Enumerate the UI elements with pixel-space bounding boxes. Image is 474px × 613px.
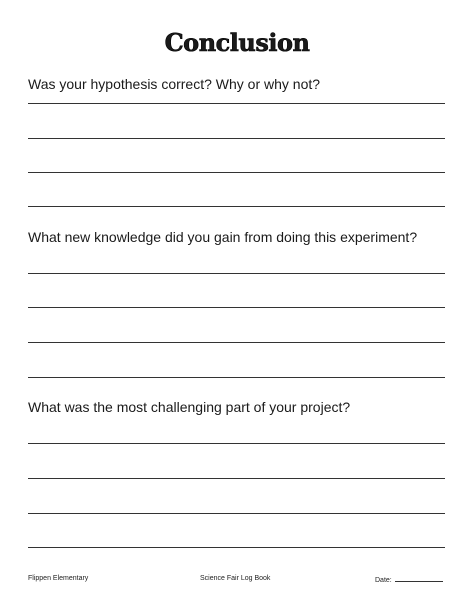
footer-book-title: Science Fair Log Book (200, 575, 271, 582)
answer-line[interactable] (28, 478, 445, 479)
answer-line[interactable] (28, 443, 445, 444)
footer-school: Flippen Elementary (28, 575, 89, 582)
answer-line[interactable] (28, 273, 445, 274)
answer-line[interactable] (28, 138, 445, 139)
footer-date (375, 575, 443, 584)
answer-line[interactable] (28, 307, 445, 308)
question-1: Was your hypothesis correct? Why or why not? (28, 76, 321, 92)
date-blank-line[interactable] (395, 575, 443, 582)
answer-line[interactable] (28, 547, 445, 548)
footer-date-label: Date: (375, 577, 392, 584)
answer-line[interactable] (28, 342, 445, 343)
question-3: What was the most challenging part of your project? (28, 399, 351, 415)
page-title: Conclusion (164, 28, 310, 57)
answer-line[interactable] (28, 206, 445, 207)
question-2: What new knowledge did you gain from doing this experiment? (28, 229, 418, 245)
answer-line[interactable] (28, 172, 445, 173)
answer-line[interactable] (28, 513, 445, 514)
answer-line[interactable] (28, 377, 445, 378)
answer-line[interactable] (28, 103, 445, 104)
